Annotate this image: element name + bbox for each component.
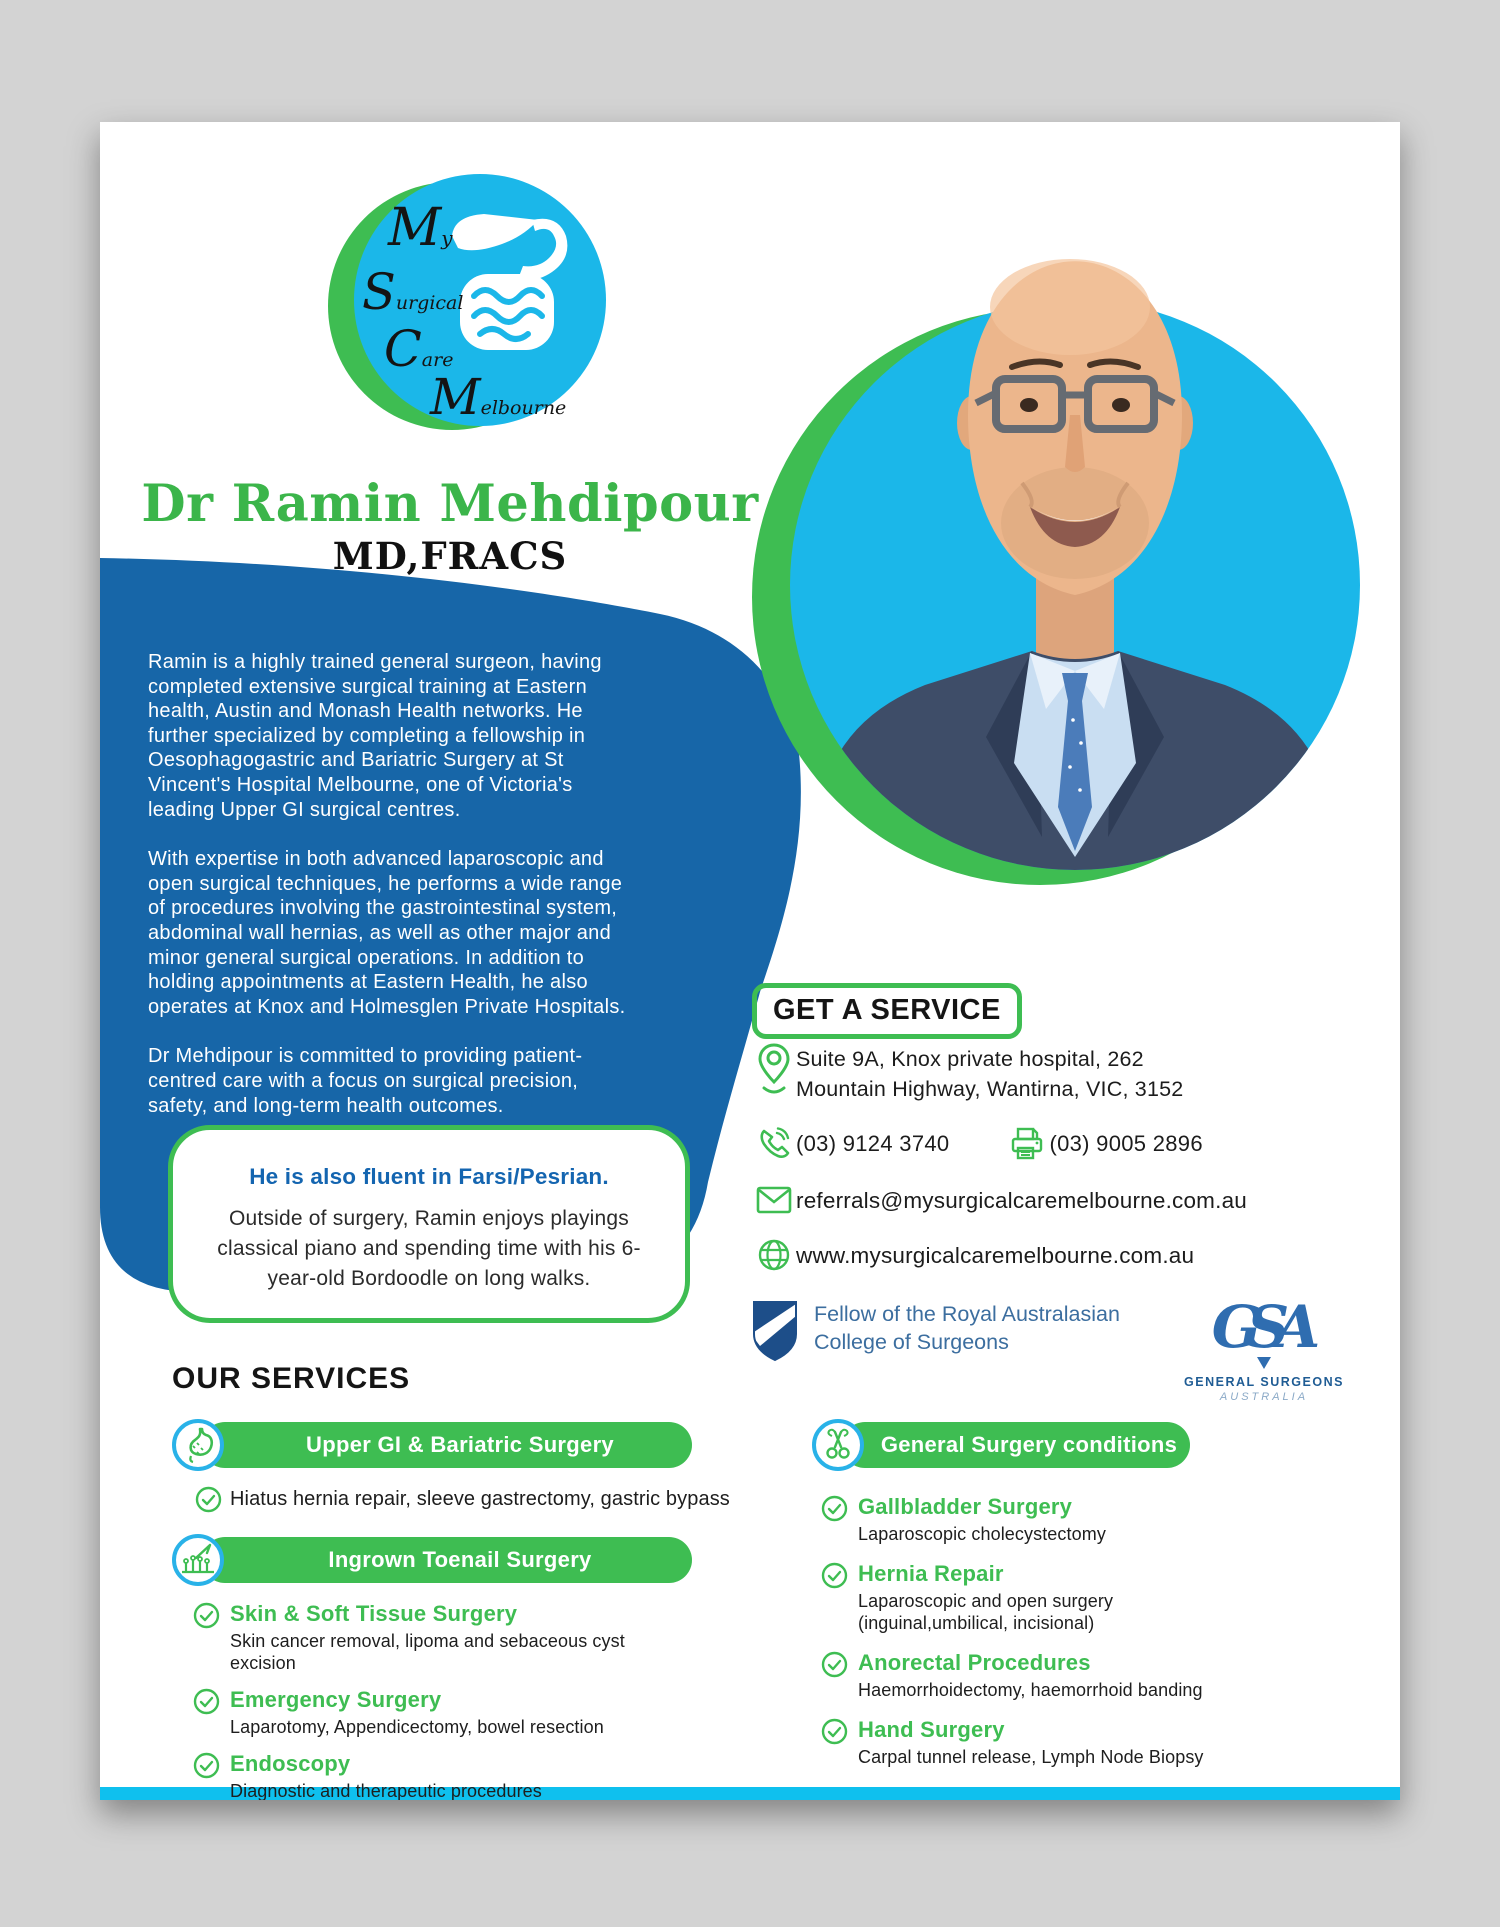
clinic-logo	[328, 174, 586, 436]
fax-icon	[1005, 1126, 1049, 1162]
service-item-title: Hand Surgery	[858, 1717, 1005, 1742]
service-item-desc: Laparotomy, Appendicectomy, bowel resection	[230, 1717, 604, 1737]
logo-wordmark	[362, 198, 567, 426]
general-surgery-pill	[812, 1418, 1190, 1472]
upper-gi-item	[172, 1486, 730, 1513]
address-text	[796, 1042, 1183, 1104]
service-item-hand	[812, 1717, 1212, 1768]
logo-word-my: My	[388, 198, 453, 258]
upper-gi-pill-label: Upper GI & Bariatric Surgery	[202, 1422, 692, 1468]
service-item-title: Gallbladder Surgery	[858, 1494, 1073, 1519]
bio-paragraph-2: With expertise in both advanced laparoscopic and open surgical techniques, he performs a wide range of procedures involving the gastrointestinal system, abdominal wall hernias, as well as other major and minor general surgical operations. In addition to holding appointments at Eastern Health, he also operates at Knox and Holmesglen Private Hospitals.	[148, 848, 626, 1018]
bio-paragraph-1: Ramin is a highly trained general surgeon, having completed extensive surgical training at Eastern health, Austin and Monash Health networks. He further specialized by completing a fellowship in Oesophagogastric and Bariatric Surgery at St Vincent's Hospital Melbourne, one of Victoria's leading Upper GI surgical centres.	[148, 651, 602, 821]
toenail-pill-label: Ingrown Toenail Surgery	[202, 1537, 692, 1583]
gsa-monogram: GSA	[1211, 1293, 1307, 1361]
doctor-credentials: MD,FRACS	[332, 534, 568, 578]
address-line-2: Mountain Highway, Wantirna, VIC, 3152	[796, 1077, 1184, 1101]
fluent-headline: He is also fluent in Farsi/Pesrian.	[249, 1164, 609, 1189]
service-item-desc: Haemorrhoidectomy, haemorrhoid banding	[858, 1680, 1203, 1700]
service-item-skin	[172, 1601, 692, 1674]
check-icon	[821, 1495, 848, 1522]
our-services-heading: OUR SERVICES	[172, 1362, 411, 1395]
service-item-desc: Diagnostic and therapeutic procedures	[230, 1781, 542, 1800]
service-item-desc: Laparoscopic and open surgery (inguinal,umbilical, incisional)	[858, 1591, 1114, 1633]
toenail-pill	[172, 1533, 692, 1587]
service-item-title: Endoscopy	[230, 1751, 351, 1776]
address-line-1: Suite 9A, Knox private hospital, 262	[796, 1047, 1144, 1071]
service-item-anorectal	[812, 1650, 1212, 1701]
globe-icon	[752, 1238, 796, 1272]
service-item-title: Anorectal Procedures	[858, 1650, 1091, 1675]
check-icon	[193, 1602, 220, 1629]
service-item-gallbladder	[812, 1494, 1212, 1545]
scissors-icon	[812, 1419, 864, 1471]
upper-gi-pill	[172, 1418, 692, 1472]
doctor-bio	[148, 650, 626, 1143]
general-surgery-pill-label: General Surgery conditions	[842, 1422, 1190, 1468]
fluent-info-box	[168, 1125, 690, 1323]
logo-word-surgical: Surgical	[362, 263, 464, 321]
check-icon	[821, 1718, 848, 1745]
gsa-wordmark-line1: GENERAL SURGEONS	[1184, 1375, 1344, 1390]
fracs-caption: Fellow of the Royal Australasian College of Surgeons	[814, 1302, 1120, 1354]
check-icon	[195, 1486, 222, 1513]
racs-shield-icon	[752, 1300, 798, 1362]
service-item-desc: Laparoscopic cholecystectomy	[858, 1524, 1106, 1544]
services-left-column	[172, 1362, 730, 1800]
service-item-emergency	[172, 1687, 692, 1738]
service-item-title: Skin & Soft Tissue Surgery	[230, 1601, 518, 1626]
gsa-wordmark-line2: AUSTRALIA	[1219, 1391, 1309, 1404]
phone-icon	[752, 1127, 796, 1161]
phone-number: (03) 9124 3740	[796, 1131, 950, 1156]
email-row	[752, 1184, 1352, 1216]
stomach-icon	[172, 1419, 224, 1471]
service-item-title: Hernia Repair	[858, 1561, 1004, 1586]
email-address[interactable]: referrals@mysurgicalcaremelbourne.com.au	[796, 1188, 1248, 1213]
toenail-surgery-icon	[172, 1534, 224, 1586]
doctor-portrait	[740, 215, 1370, 915]
get-a-service-heading: GET A SERVICE	[752, 983, 1022, 1039]
service-item-hernia	[812, 1561, 1212, 1634]
check-icon	[193, 1688, 220, 1715]
logo-word-melbourne: Melbourne	[430, 367, 567, 426]
flyer-card	[100, 122, 1400, 1800]
location-pin-icon	[752, 1042, 796, 1096]
logo-word-care: Care	[384, 320, 454, 379]
contact-block	[752, 1042, 1352, 1294]
check-icon	[821, 1562, 848, 1589]
email-icon	[752, 1186, 796, 1214]
check-icon	[821, 1651, 848, 1678]
website-row	[752, 1238, 1352, 1272]
service-item-title: Emergency Surgery	[230, 1687, 442, 1712]
service-item-desc: Skin cancer removal, lipoma and sebaceous cyst excision	[230, 1631, 625, 1673]
service-item-endoscopy	[172, 1751, 692, 1800]
services-right-column	[812, 1362, 1212, 1784]
upper-gi-item-text: Hiatus hernia repair, sleeve gastrectomy, gastric bypass	[230, 1488, 730, 1510]
fax-number: (03) 9005 2896	[1049, 1131, 1203, 1156]
doctor-name: Dr Ramin Mehdipour	[141, 474, 759, 534]
address-row	[752, 1042, 1352, 1104]
website-url[interactable]: www.mysurgicalcaremelbourne.com.au	[796, 1243, 1195, 1268]
phone-fax-row	[752, 1126, 1352, 1162]
service-item-desc: Carpal tunnel release, Lymph Node Biopsy	[858, 1747, 1204, 1767]
fluent-body-text: Outside of surgery, Ramin enjoys playings classical piano and spending time with his 6-year-old Bordoodle on long walks.	[217, 1207, 641, 1290]
check-icon	[193, 1752, 220, 1779]
bio-paragraph-3: Dr Mehdipour is committed to providing patient-centred care with a focus on surgical precision, safety, and long-term health outcomes.	[148, 1045, 583, 1117]
